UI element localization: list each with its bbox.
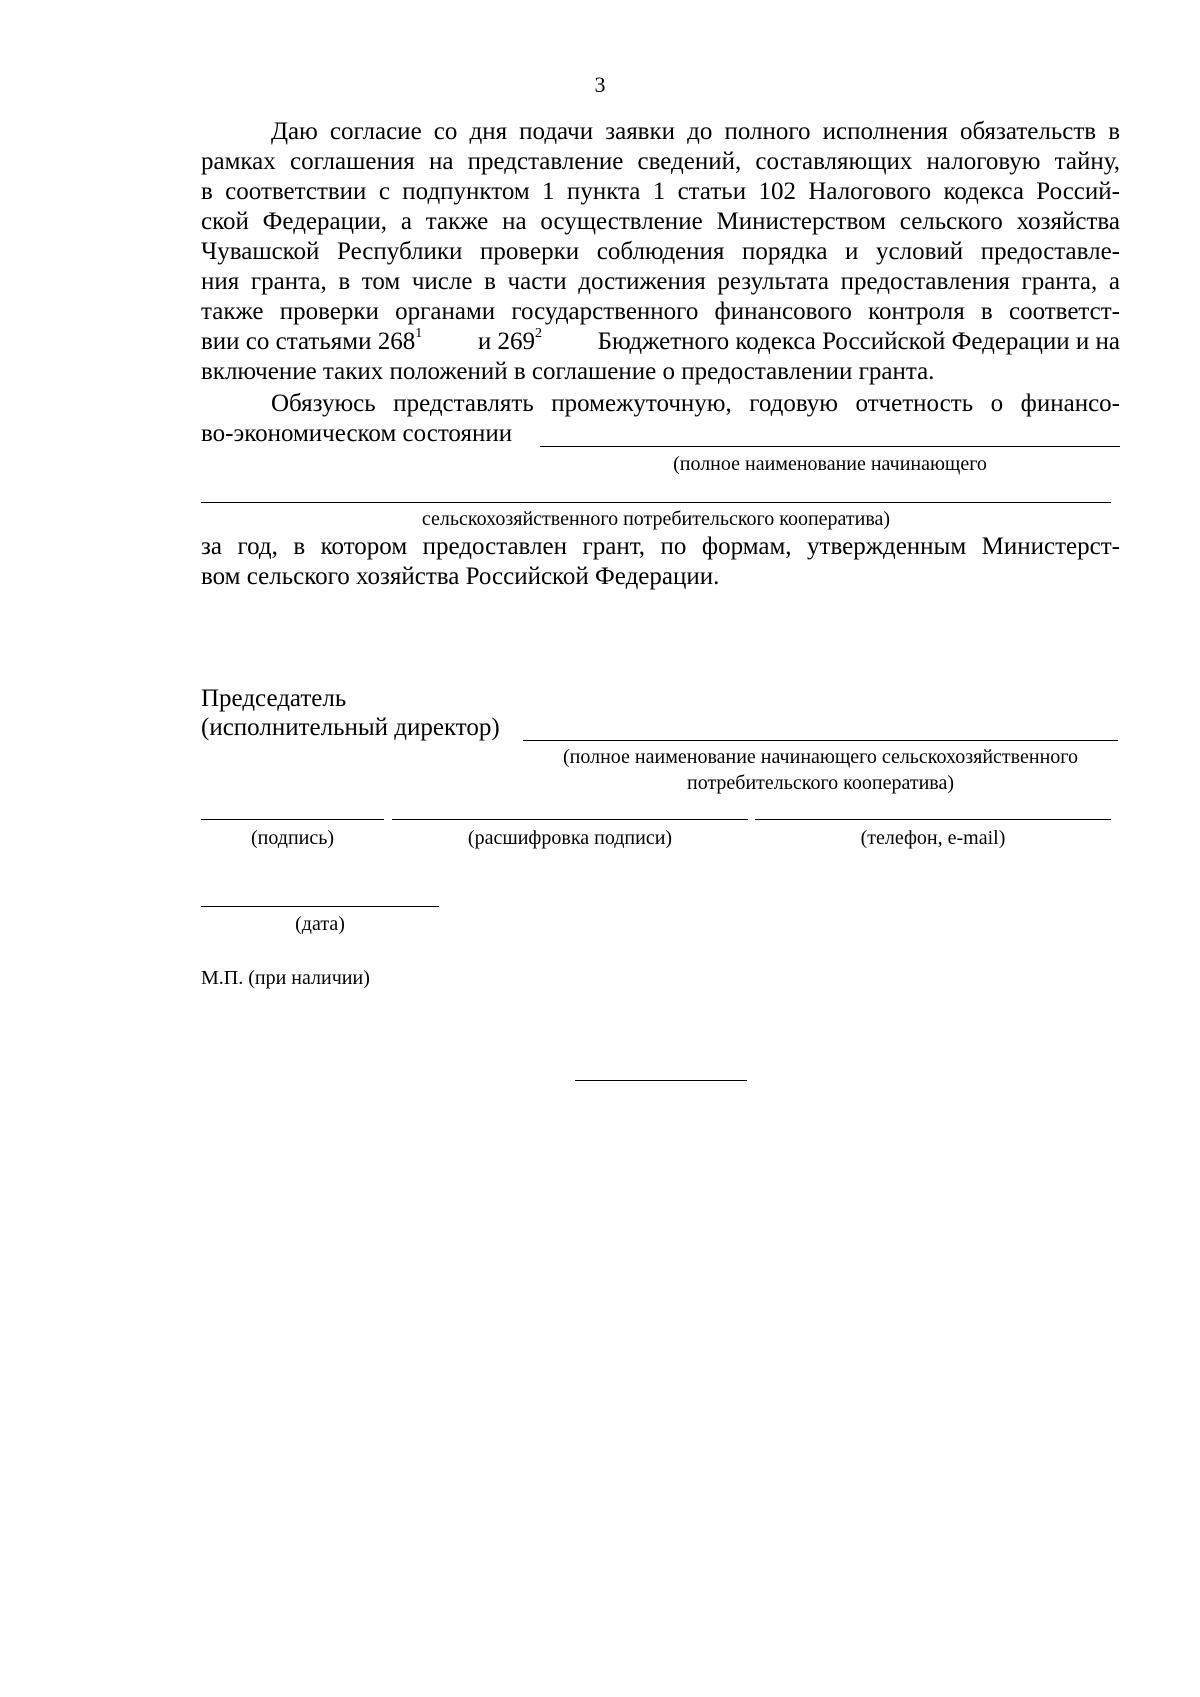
contact-caption: (телефон, e-mail) — [860, 827, 1006, 849]
signature-line — [201, 819, 384, 820]
consent-line-5: Чувашской Республики проверки соблюдения порядка и условий предоставле- — [201, 238, 1120, 265]
organization-full-name-caption-1: (полное наименование начинающего сельскохозяйственного — [563, 746, 1078, 768]
reporting-line-2: во-экономическом состоянии — [201, 420, 513, 447]
consent-line-3: в соответствии с подпунктом 1 пункта 1 статьи 102 Налогового кодекса Россий- — [201, 178, 1120, 205]
reporting-line-1-text: Обязуюсь представлять промежуточную, годовую отчетность о финансо- — [271, 390, 1120, 417]
organization-name-caption-1: (полное наименование начинающего — [673, 453, 987, 475]
consent-line-9: включение таких положений в соглашение о предоставлении гранта. — [201, 358, 935, 385]
consent-line-1 — [201, 117, 1120, 147]
page-number: 3 — [594, 72, 606, 97]
closing-separator-line — [575, 1080, 747, 1081]
consent-line-8-part-c: Бюджетного кодекса Российской Федерации и на — [597, 328, 1120, 355]
article-268-text: вии со статьями 268 — [201, 328, 416, 355]
consent-line-4: ской Федерации, а также на осуществление Министерством сельского хозяйства — [201, 208, 1120, 235]
signature-decryption-caption: (расшифровка подписи) — [467, 827, 673, 849]
executive-director-title: (исполнительный директор) — [201, 714, 500, 741]
organization-name-caption-2: сельскохозяйственного потребительского кооператива) — [421, 508, 891, 530]
signature-caption: (подпись) — [250, 827, 335, 849]
consent-line-6: ния гранта, в том числе в части достижения результата предоставления гранта, а — [201, 268, 1120, 295]
consent-line-8-part-a — [201, 327, 422, 357]
article-269-superscript: 2 — [535, 325, 543, 341]
article-268-superscript: 1 — [415, 325, 423, 341]
organization-full-name-line — [523, 740, 1118, 741]
contact-line — [755, 819, 1111, 820]
consent-line-8 — [201, 327, 1120, 357]
consent-line-1-text: Даю согласие со дня подачи заявки до полного исполнения обязательств в — [271, 118, 1120, 145]
date-line — [201, 906, 439, 907]
date-caption: (дата) — [295, 913, 345, 935]
organization-name-line-2 — [201, 502, 1111, 503]
consent-line-8-part-b — [478, 327, 542, 357]
article-269-text: и 269 — [477, 328, 536, 355]
stamp-note: М.П. (при наличии) — [201, 967, 370, 989]
consent-line-7: также проверки органами государственного финансового контроля в соответст- — [201, 298, 1120, 325]
reporting-line-4: вом сельского хозяйства Российской Федерации. — [201, 563, 720, 590]
reporting-line-3: за год, в котором предоставлен грант, по формам, утвержденным Министерст- — [201, 533, 1120, 560]
reporting-line-1 — [201, 389, 1120, 419]
signature-decryption-line — [392, 819, 748, 820]
organization-full-name-caption-2: потребительского кооператива) — [687, 772, 954, 794]
organization-name-line-1 — [540, 446, 1120, 447]
consent-line-2: рамках соглашения на представление сведений, составляющих налоговую тайну, — [201, 148, 1120, 175]
chairman-title: Председатель — [201, 685, 347, 712]
